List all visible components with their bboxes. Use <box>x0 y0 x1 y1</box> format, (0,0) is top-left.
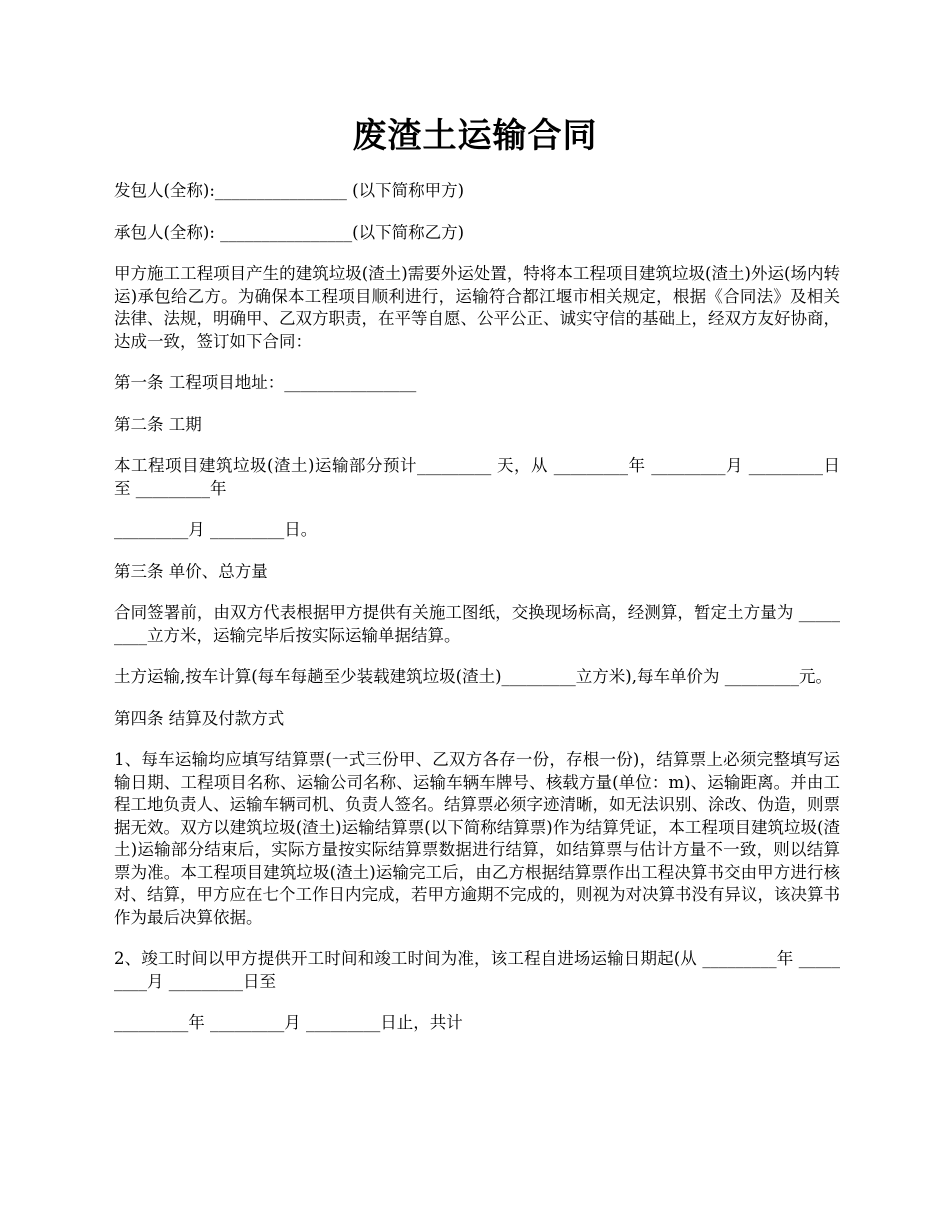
article-4-heading: 第四条 结算及付款方式 <box>114 708 285 728</box>
article-3-price-paragraph: 土方运输,按车计算(每车每趟至少装载建筑垃圾(渣土)_________立方米),每车单价为 _________元。 <box>114 667 832 686</box>
document-body <box>114 180 840 1054</box>
party-b-line: 承包人(全称): ________________(以下简称乙方) <box>114 222 465 242</box>
article-2-duration-line: 本工程项目建筑垃圾(渣土)运输部分预计_________ 天，从 _________年 _________月 _________日至 _________年 <box>114 456 840 498</box>
article-4-clause-2-cont: _________年 _________月 _________日止，共计 <box>114 1013 463 1032</box>
article-4-clause-1: 1、每车运输均应填写结算票(一式三份甲、乙双方各存一份，存根一份)，结算票上必须完整填写运输日期、工程项目名称、运输公司名称、运输车辆车牌号、核载方量(单位：m)、运输距离。并由工程工地负责人、运输车辆司机、负责人签名。结算票必须字迹清晰，如无法识别、涂改、伪造，则票据无效。双方以建筑垃圾(渣土)运输结算票(以下简称结算票)作为结算凭证，本工程项目建筑垃圾(渣土)运输部分结束后，实际方量按实际结算票数据进行结算，如结算票与估计方量不一致，则以结算票为准。本工程项目建筑垃圾(渣土)运输完工后，由乙方根据结算票作出工程决算书交由甲方进行核对、结算，甲方应在七个工作日内完成，若甲方逾期不完成的，则视为对决算书没有异议，该决算书作为最后决算依据。 <box>114 750 840 927</box>
article-3-volume-paragraph: 合同签署前，由双方代表根据甲方提供有关施工图纸，交换现场标高，经测算，暂定土方量为 _________立方米，运输完毕后按实际运输单据结算。 <box>114 603 840 645</box>
preamble-paragraph: 甲方施工工程项目产生的建筑垃圾(渣土)需要外运处置，特将本工程项目建筑垃圾(渣土)外运(场内转运)承包给乙方。为确保本工程项目顺利进行，运输符合都江堰市相关规定，根据《合同法》及相关法律、法规，明确甲、乙双方职责，在平等自愿、公平公正、诚实守信的基础上，经双方友好协商，达成一致，签订如下合同： <box>114 264 840 351</box>
party-a-line: 发包人(全称):________________ (以下简称甲方) <box>114 181 465 200</box>
article-2-duration-line-cont: _________月 _________日。 <box>114 520 318 539</box>
article-1-heading: 第一条 工程项目地址：________________ <box>114 373 417 392</box>
article-2-heading: 第二条 工期 <box>114 414 202 434</box>
article-3-heading: 第三条 单价、总方量 <box>114 561 268 581</box>
document-title: 废渣土运输合同 <box>352 116 598 156</box>
article-4-clause-2: 2、竣工时间以甲方提供开工时间和竣工时间为准，该工程自进场运输日期起(从 _________年 _________月 _________日至 <box>114 949 840 991</box>
